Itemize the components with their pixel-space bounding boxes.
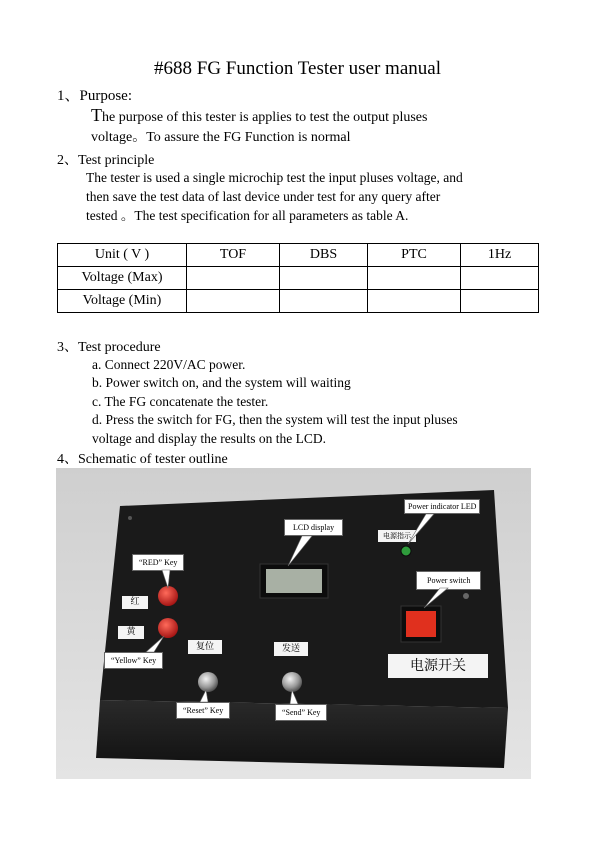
table-cell: [368, 267, 461, 290]
table-cell: [280, 267, 368, 290]
callout-red-key: “RED” Key: [132, 554, 184, 571]
callout-yellow-key: “Yellow” Key: [104, 652, 163, 669]
pointer-send: [290, 690, 298, 704]
table-cell: [280, 290, 368, 313]
principle-heading: 2、Test principle: [57, 153, 155, 168]
table-header-cell: TOF: [187, 244, 280, 267]
purpose-line-2: voltage。To assure the FG Function is normal: [91, 130, 351, 145]
table-header-cell: PTC: [368, 244, 461, 267]
pointer-red: [162, 570, 170, 588]
table-cell: Voltage (Min): [58, 290, 187, 313]
callout-reset-key: “Reset” Key: [176, 702, 230, 719]
principle-line-1: The tester is used a single microchip test the input pluses voltage, and: [86, 170, 463, 185]
table-cell: Voltage (Max): [58, 267, 187, 290]
procedure-step-b: b. Power switch on, and the system will waiting: [92, 375, 351, 390]
purpose-dropcap: T: [91, 105, 102, 125]
table-cell: [461, 290, 539, 313]
pointer-led: [408, 514, 434, 544]
table-cell: [187, 267, 280, 290]
pointer-lcd: [288, 536, 312, 566]
pointer-reset: [200, 690, 208, 702]
pointer-power: [424, 588, 448, 608]
table-header-cell: DBS: [280, 244, 368, 267]
principle-line-2: then save the test data of last device under test for any query after: [86, 189, 441, 204]
table-cell: [368, 290, 461, 313]
send-panel-label: 发送: [281, 644, 300, 654]
callout-pointers: [56, 468, 531, 779]
spec-table: [57, 243, 539, 313]
callout-power-switch: Power switch: [416, 571, 481, 590]
page-title: #688 FG Function Tester user manual: [154, 58, 441, 79]
procedure-heading: 3、Test procedure: [57, 340, 161, 355]
pointer-yellow: [146, 636, 164, 652]
yellow-key-panel-label: 黄: [126, 627, 136, 637]
schematic-heading: 4、Schematic of tester outline: [57, 452, 228, 467]
callout-lcd: LCD display: [284, 519, 343, 536]
table-cell: [187, 290, 280, 313]
purpose-line-1: [91, 106, 427, 127]
reset-panel-label: 复位: [195, 642, 214, 652]
table-header-cell: Unit ( V ): [58, 244, 187, 267]
led-panel-label: 电源指示: [383, 532, 411, 540]
red-key-panel-label: 红: [130, 597, 140, 607]
callout-power-led: Power indicator LED: [404, 499, 480, 514]
table-header-cell: 1Hz: [461, 244, 539, 267]
purpose-line-1-text: he purpose of this tester is applies to test the output pluses: [102, 110, 428, 125]
purpose-heading: 1、Purpose:: [57, 88, 133, 104]
procedure-step-d-cont: voltage and display the results on the LCD.: [92, 431, 326, 446]
procedure-step-d: d. Press the switch for FG, then the system will test the input pluses: [92, 412, 458, 427]
procedure-step-a: a. Connect 220V/AC power.: [92, 357, 246, 372]
table-cell: [461, 267, 539, 290]
callout-send-key: “Send” Key: [275, 704, 327, 721]
power-panel-label: 电源开关: [410, 658, 466, 674]
table-row: [58, 290, 539, 313]
table-header-row: [58, 244, 539, 267]
table-row: [58, 267, 539, 290]
principle-line-3: tested 。The test specification for all parameters as table A.: [86, 208, 409, 223]
tester-photo: [56, 468, 531, 779]
procedure-step-c: c. The FG concatenate the tester.: [92, 394, 269, 409]
